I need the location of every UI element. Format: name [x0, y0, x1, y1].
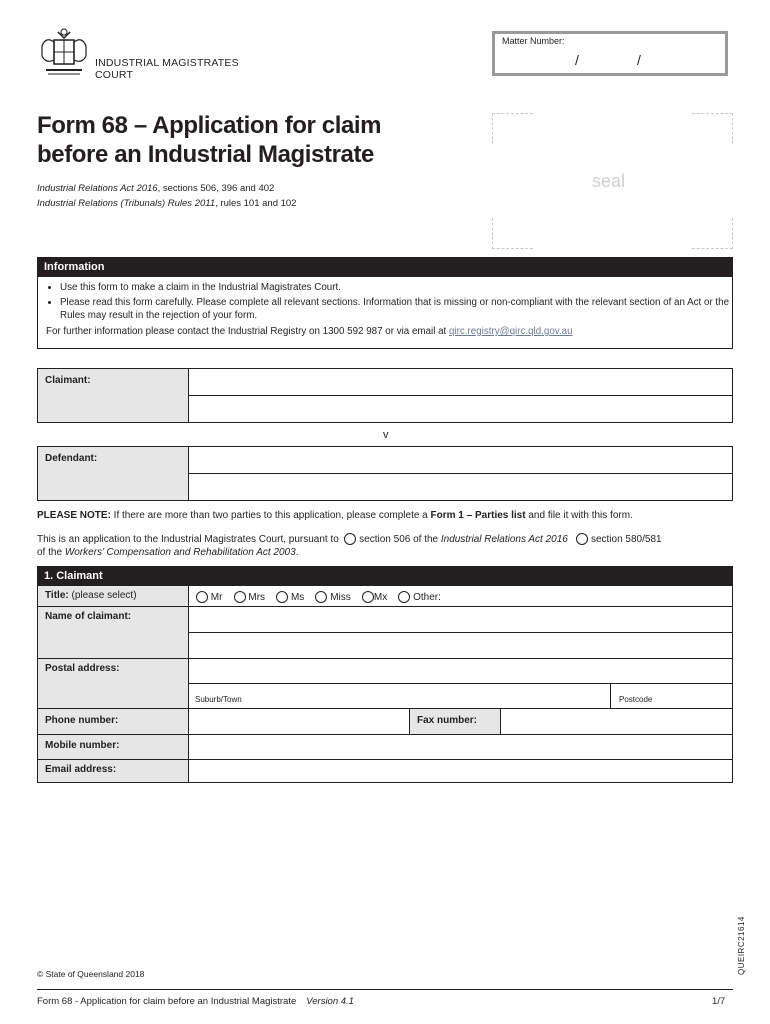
- act2-rules: , rules 101 and 102: [215, 198, 297, 209]
- name-field[interactable]: [189, 606, 732, 632]
- email-label: Email address:: [38, 759, 189, 782]
- workers-comp-end: .: [295, 547, 299, 558]
- section-506-act: Industrial Relations Act 2016: [440, 534, 568, 545]
- postal-address-field[interactable]: [189, 658, 732, 683]
- application-basis-text: This is an application to the Industrial Magistrates Court, pursuant to: [37, 534, 339, 545]
- title-options: [196, 591, 441, 603]
- further-information: [46, 326, 732, 337]
- claimant-party-box: [37, 368, 733, 423]
- court-name-line2: COURT: [95, 69, 134, 81]
- copyright: © State of Queensland 2018: [37, 969, 145, 979]
- information-bullet: • Please read this form carefully. Please complete all relevant sections. Information that is missing or non-compliant with the relevant section of an Act or the Rules may result in the rejection of your form.: [60, 296, 732, 322]
- mobile-field[interactable]: [189, 734, 732, 759]
- claimant-field[interactable]: [189, 369, 732, 395]
- mobile-label: Mobile number:: [38, 734, 189, 759]
- title-mrs-radio[interactable]: [234, 591, 246, 603]
- matter-number-label: Matter Number:: [502, 36, 565, 46]
- title-other-radio[interactable]: [398, 591, 410, 603]
- defendant-field[interactable]: [189, 447, 732, 473]
- claimant-section-heading: 1. Claimant: [38, 567, 732, 586]
- title-miss-radio[interactable]: [315, 591, 327, 603]
- information-box: [37, 257, 733, 349]
- registry-email-link[interactable]: qirc.registry@qirc.qld.gov.au: [449, 326, 573, 337]
- section-506-label: section 506 of the: [359, 534, 441, 545]
- name-label: Name of claimant:: [38, 606, 189, 658]
- title-option-label: Mrs: [248, 592, 266, 603]
- title-option-label: Miss: [330, 592, 351, 603]
- information-bullet: • Use this form to make a claim in the Industrial Magistrates Court.: [60, 281, 732, 294]
- name-field[interactable]: [189, 632, 732, 658]
- matter-number-separator: /: [575, 52, 579, 68]
- parties-note: [37, 510, 633, 521]
- claimant-section: [37, 566, 733, 783]
- versus-label: v: [383, 429, 389, 441]
- footer-divider: [37, 989, 733, 990]
- postcode-hint: Postcode: [619, 695, 653, 704]
- section-580-radio[interactable]: [576, 533, 588, 545]
- title-option-label: Ms: [290, 592, 305, 603]
- defendant-party-box: [37, 446, 733, 501]
- section-580-label: section 580/581: [590, 534, 662, 545]
- court-name-line1: INDUSTRIAL MAGISTRATES: [95, 57, 239, 69]
- matter-number-separator: /: [637, 52, 641, 68]
- phone-field[interactable]: [189, 708, 409, 734]
- claimant-label: Claimant:: [38, 369, 189, 422]
- title-mx-radio[interactable]: [362, 591, 374, 603]
- title-hint: (please select): [71, 590, 137, 601]
- postal-label: Postal address:: [38, 658, 189, 708]
- legislation-references: [37, 181, 296, 211]
- page-title: [37, 111, 381, 169]
- fax-field[interactable]: [501, 708, 732, 734]
- footer-form-title: Form 68 - Application for claim before an Industrial Magistrate: [37, 996, 297, 1007]
- title-option-label: Mx: [373, 592, 388, 603]
- workers-comp-prefix: of the: [37, 547, 65, 558]
- phone-label: Phone number:: [38, 708, 189, 734]
- note-label: PLEASE NOTE:: [37, 510, 111, 521]
- page-number: 1/7: [712, 996, 726, 1007]
- seal-area: [492, 113, 733, 249]
- footer-form-name: [37, 996, 354, 1007]
- title-label: [38, 586, 189, 606]
- title-option-label: Other:: [413, 592, 441, 603]
- email-field[interactable]: [189, 759, 732, 782]
- form-code: QUEIRC21614: [737, 916, 746, 975]
- court-name: [95, 57, 239, 81]
- fax-label: Fax number:: [409, 708, 501, 734]
- title-mr-radio[interactable]: [196, 591, 208, 603]
- title-line1: Form 68 – Application for claim: [37, 112, 382, 139]
- suburb-hint: Suburb/Town: [195, 695, 242, 704]
- act2-name: Industrial Relations (Tribunals) Rules 2011: [37, 198, 216, 209]
- application-basis: [37, 533, 737, 559]
- title-option-label: Mr: [210, 592, 223, 603]
- seal-placeholder: seal: [592, 171, 626, 191]
- information-heading: Information: [38, 258, 732, 277]
- note-form-name: Form 1 – Parties list: [430, 510, 526, 521]
- title-ms-radio[interactable]: [276, 591, 288, 603]
- claimant-field[interactable]: [189, 395, 732, 422]
- note-text: If there are more than two parties to this application, please complete a: [110, 510, 431, 521]
- defendant-field[interactable]: [189, 473, 732, 500]
- suburb-field[interactable]: [189, 683, 610, 708]
- title-line2: before an Industrial Magistrate: [37, 141, 375, 168]
- footer-version: Version 4.1: [306, 996, 354, 1007]
- further-information-text: For further information please contact the Industrial Registry on 1300 592 987 or via email at: [46, 326, 447, 337]
- act1-name: Industrial Relations Act 2016: [37, 183, 158, 194]
- workers-comp-act: Workers’ Compensation and Rehabilitation Act 2003: [64, 547, 296, 558]
- defendant-label: Defendant:: [38, 447, 189, 500]
- note-text-end: and file it with this form.: [525, 510, 633, 521]
- queensland-coat-of-arms-logo: [36, 26, 92, 82]
- section-506-radio[interactable]: [344, 533, 356, 545]
- title-label-text: Title:: [45, 590, 69, 601]
- act1-sections: , sections 506, 396 and 402: [157, 183, 275, 194]
- postcode-field[interactable]: [610, 683, 732, 708]
